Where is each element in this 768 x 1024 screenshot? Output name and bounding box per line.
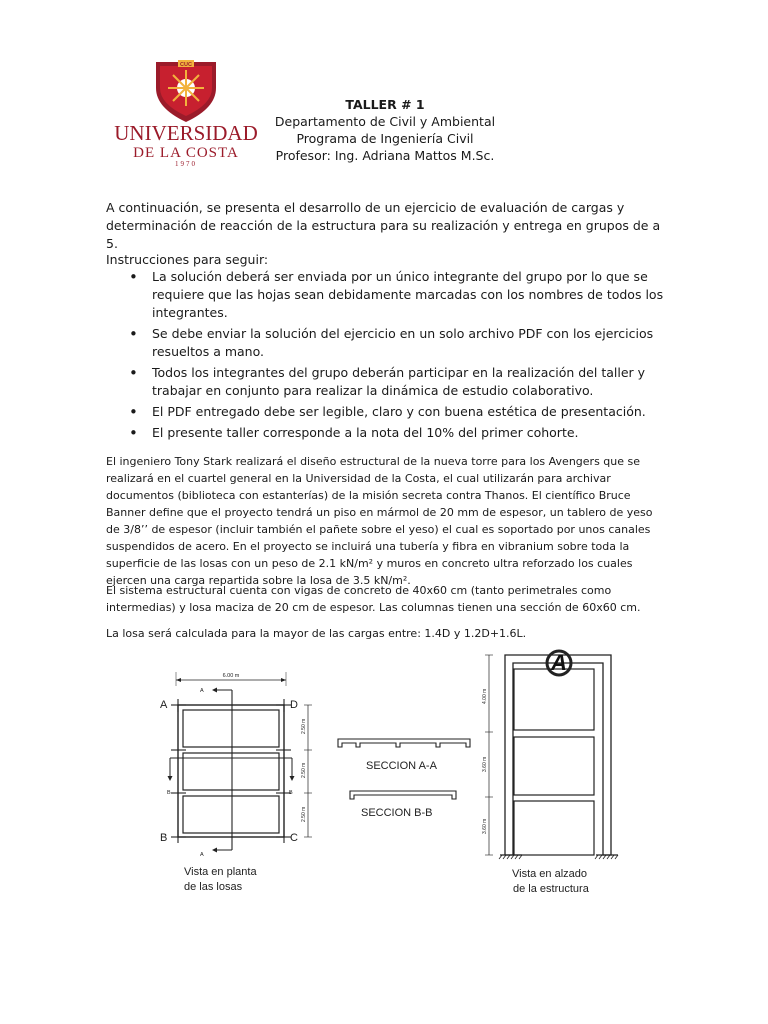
document-header [270,96,500,164]
plan-dim-2: 2.50 m [301,762,307,778]
section-b-b [350,791,456,819]
cut-label-a-bottom: A [200,852,204,858]
plan-dim-3: 2.50 m [301,806,307,822]
problem-statement: El ingeniero Tony Stark realizará el diseño estructural de la nueva torre para los Avengers que se realizará en el cuartel general en la Universidad de la Costa, el cual utilizarán para archivar documentos (biblioteca con estanterías) de la misión secreta contra Thanos. El científico Bruce Banner define que el proyecto tendrá un piso en mármol de 20 mm de espesor, un tablero de yeso de 3/8’’ de espesor (incluir también el pañete sobre el yeso) el cual es soportado por unos canales suspendidos de acero. En el proyecto se incluirá una tubería y fibra en vibranium sobre toda la superficie de las losas con un peso de 2.1 kN/m² y muros en concreto ultra reforzado los cuales ejercen una carga repartida sobre la losa de 3.5 kN/m². [106,455,653,587]
logo-line2: DE LA COSTA [133,145,239,161]
slab-panel [183,796,279,833]
corner-label-b: B [160,832,168,844]
elevation-dim-3: 3.60 m [482,818,488,834]
corner-label-a: A [160,699,168,711]
corner-label-d: D [290,699,298,711]
intro-paragraph: A continuación, se presenta el desarrollo de un ejercicio de evaluación de cargas y determinación de reacción de la estructura para su realización y entrega en grupos de a 5. [106,200,661,251]
width-dimension: 6.00 m [222,673,240,679]
cut-label-b-right: B [289,790,293,796]
university-logo [114,58,258,170]
elevation-dim-1: 4.00 m [482,688,488,704]
document-title: TALLER # 1 [345,97,425,112]
plan-caption-2: de las losas [184,881,243,893]
logo-badge-text: CUC [180,62,192,68]
department: Departamento de Civil y Ambiental [274,114,496,129]
elevation-caption-1: Vista en alzado [512,868,588,880]
section-a-label: SECCION A-A [366,760,437,772]
plan-caption-1: Vista en planta [184,866,257,878]
shield-emblem [156,60,216,122]
list-item: • El presente taller corresponde a la nota del 10% del primer cohorte. [106,424,666,442]
professor: Profesor: Ing. Adriana Mattos M.Sc. [275,148,495,163]
elevation-caption-2: de la estructura [513,883,589,895]
logo-line1: UNIVERSIDAD [114,121,258,145]
structural-system: El sistema estructural cuenta con vigas de concreto de 40x60 cm (tanto perimetrales como intermedias) y losa maciza de 20 cm de espesor. Las columnas tienen una sección de 60x60 cm. [106,584,641,614]
structure-figure [140,650,620,900]
list-item: • La solución deberá ser enviada por un único integrante del grupo por lo que se requiere que las hojas sean debidamente marcadas con los nombres de todos los integrantes. [106,268,666,322]
list-item: • Todos los integrantes del grupo deberán participar en la realización del taller y trabajar en conjunto para realizar la dinámica de estudio colaborativo. [106,364,666,400]
instructions-title: Instrucciones para seguir: [106,252,269,267]
plan-dim-1: 2.50 m [301,718,307,734]
program: Programa de Ingeniería Civil [296,131,474,146]
instructions-list [106,268,666,445]
slab-panel [183,710,279,747]
plan-view [160,672,312,893]
section-b-label: SECCION B-B [361,807,433,819]
logo-year: 1970 [175,160,197,168]
cut-label-b-left: B [167,790,171,796]
slab-outline [178,705,284,837]
section-a-a [338,739,470,772]
elevation-dim-2: 3.60 m [482,756,488,772]
avengers-letter: A [551,650,567,675]
corner-label-c: C [290,832,298,844]
list-item: • Se debe enviar la solución del ejercicio en un solo archivo PDF con los ejercicios resueltos a mano. [106,325,666,361]
list-item: • El PDF entregado debe ser legible, claro y con buena estética de presentación. [106,403,666,421]
load-combination: La losa será calculada para la mayor de las cargas entre: 1.4D y 1.2D+1.6L. [106,627,527,640]
elevation-view [482,650,618,895]
cut-label-a-top: A [200,688,204,694]
